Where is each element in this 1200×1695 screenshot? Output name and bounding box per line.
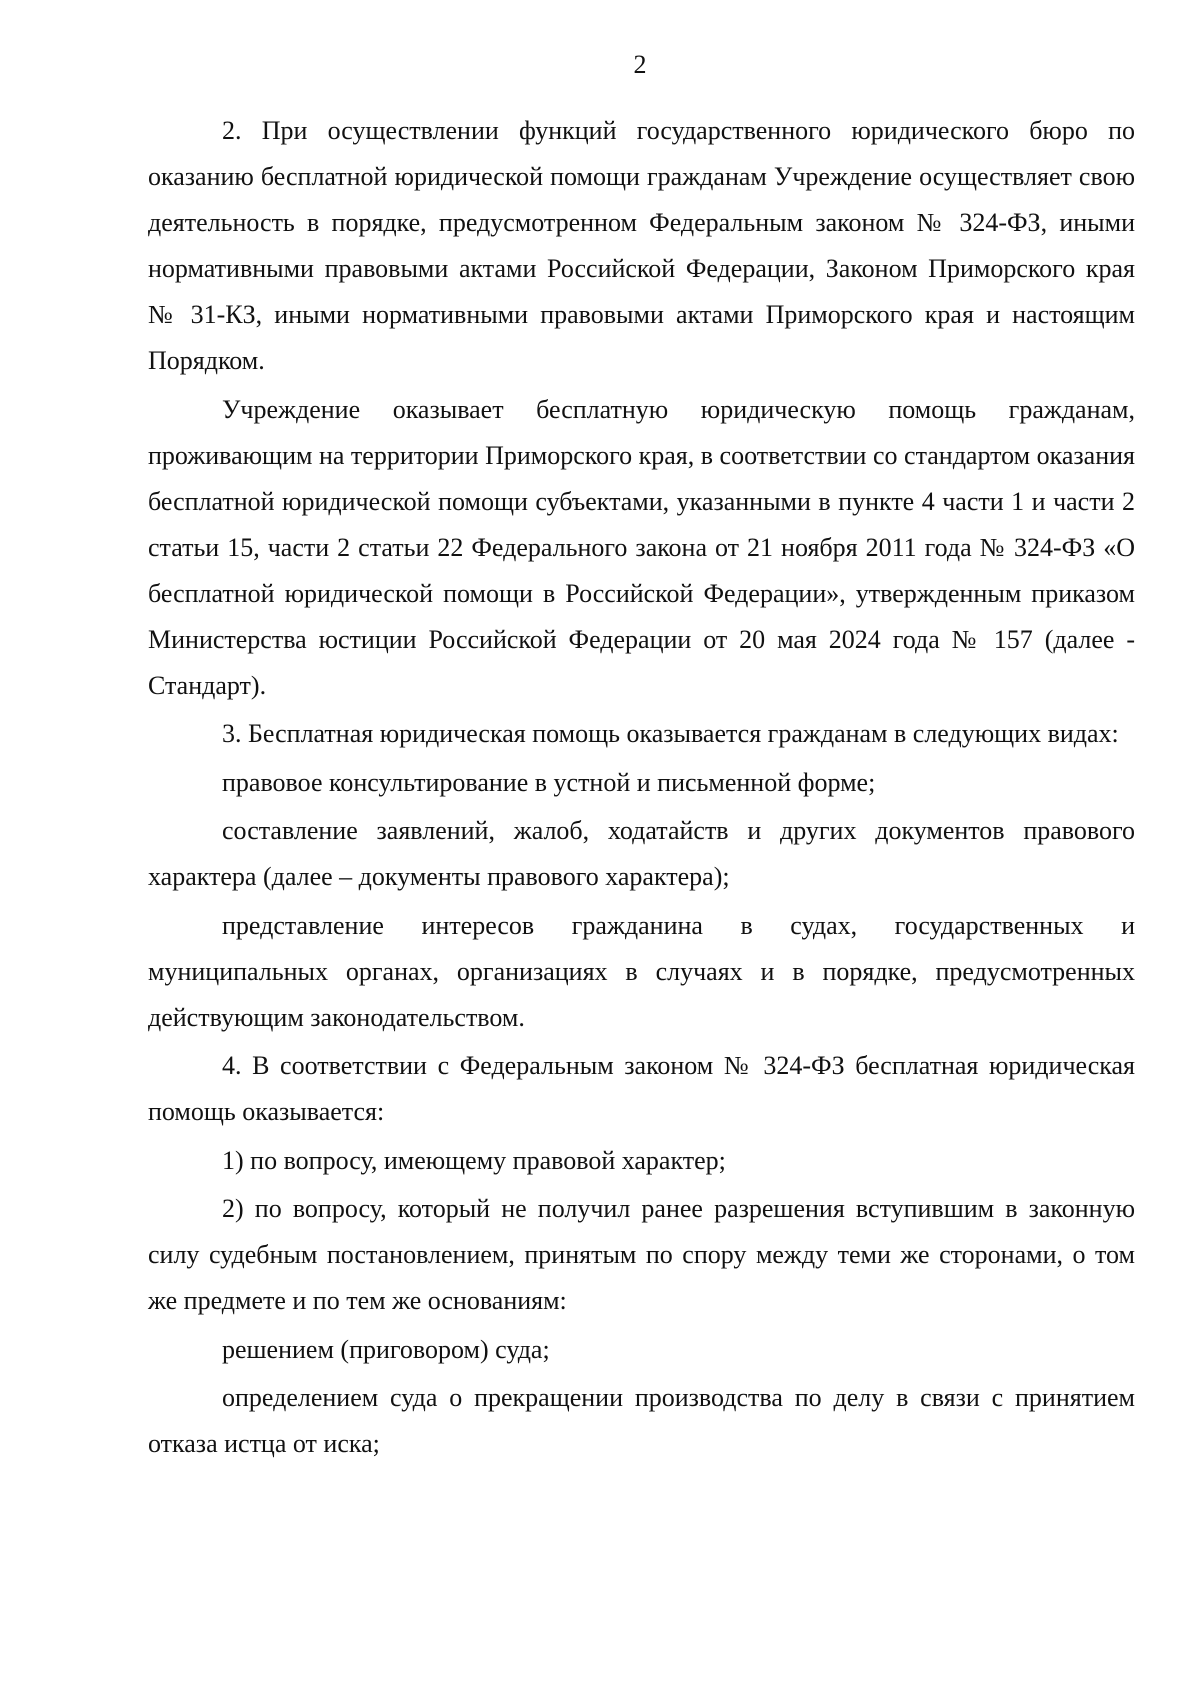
list-item-representation: представление интересов гражданина в судах, государственных и муниципальных органах, организациях в случаях и в порядке, предусмотренных действующим законодательством. [148, 910, 1135, 1032]
paragraph-3-assistance-types: 3. Бесплатная юридическая помощь оказывается гражданам в следующих видах: [222, 719, 1119, 748]
paragraph-institution-assistance: Учреждение оказывает бесплатную юридическую помощь гражданам, проживающим на территории Приморского края, в соответствии со стандартом оказания бесплатной юридической помощи субъектами, указанными в пункте 4 части 1 и части 2 статьи 15, части 2 статьи 22 Федерального закона от 21 ноября 2011 года № 324-ФЗ «О бесплатной юридической помощи в Российской Федерации», утвержденным приказом Министерства юстиции Российской Федерации от 20 мая 2024 года № 157 (далее - Стандарт). [148, 394, 1135, 700]
list-item-court-decision: решением (приговором) суда; [222, 1334, 550, 1364]
list-item-consulting: правовое консультирование в устной и письменной форме; [222, 767, 876, 797]
document-body [148, 108, 1135, 1470]
paragraph-2-bureau-functions: 2. При осуществлении функций государственного юридического бюро по оказанию бесплатной юридической помощи гражданам Учреждение осуществляет свою деятельность в порядке, предусмотренном Федеральным законом № 324-ФЗ, иными нормативными правовыми актами Российской Федерации, Законом Приморского края № 31-КЗ, иными нормативными правовыми актами Приморского края и настоящим Порядком. [148, 116, 1135, 375]
paragraph-4-conditions: 4. В соответствии с Федеральным законом № 324-ФЗ бесплатная юридическая помощь оказывается: [148, 1051, 1135, 1126]
page-number: 2 [633, 50, 647, 79]
list-item-condition-1: 1) по вопросу, имеющему правовой характер; [222, 1145, 726, 1175]
list-item-condition-2: 2) по вопросу, который не получил ранее разрешения вступившим в законную силу судебным постановлением, принятым по спору между теми же сторонами, о том же предмете и по тем же основаниям: [148, 1194, 1135, 1315]
list-item-documents: составление заявлений, жалоб, ходатайств и других документов правового характера (далее – документы правового характера); [148, 816, 1135, 891]
list-item-court-ruling: определением суда о прекращении производства по делу в связи с принятием отказа истца от иска; [148, 1383, 1135, 1458]
